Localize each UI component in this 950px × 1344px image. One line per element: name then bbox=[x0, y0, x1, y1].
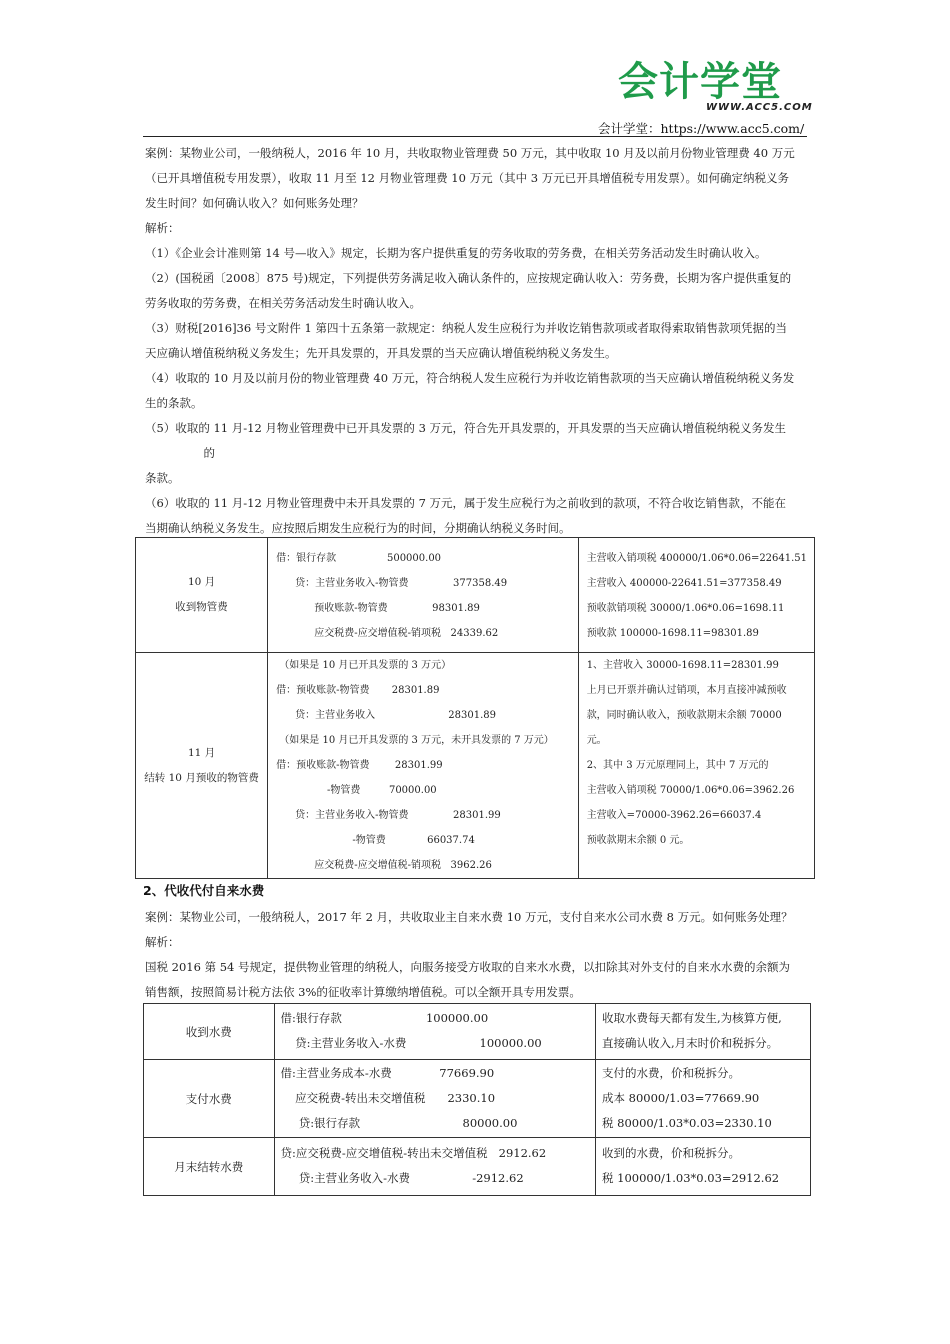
note-line: 预收款销项税 30000/1.06*0.06=1698.11 bbox=[586, 603, 785, 614]
table-row bbox=[144, 1138, 811, 1196]
note-line: 主营收入销项税 400000/1.06*0.06=22641.51 bbox=[586, 553, 808, 564]
entry-line: 应交税费-转出未交增值税 2330.10 bbox=[280, 1091, 496, 1105]
note-cell bbox=[578, 653, 814, 879]
note-cell bbox=[596, 1004, 811, 1060]
entry-line: （如果是 10 月已开具发票的 3 万元，未开具发票的 7 万元） bbox=[276, 735, 554, 746]
note-cell bbox=[578, 538, 814, 653]
table-row bbox=[136, 653, 815, 879]
section-heading: 2、代收代付自来水费 bbox=[143, 883, 265, 898]
paragraph-line: 解析： bbox=[145, 935, 180, 949]
row-label: 支付水费 bbox=[144, 1060, 275, 1138]
note-line: 主营收入销项税 70000/1.06*0.06=3962.26 bbox=[586, 785, 795, 796]
note-line: 款，同时确认收入，预收款期末余额 70000 bbox=[586, 710, 782, 721]
paragraph-line: （6）收取的 11 月-12 月物业管理费中未开具发票的 7 万元，属于发生应税行为之前收到的款项，不符合收讫销售款，不能在 bbox=[145, 496, 787, 510]
entry-line: 贷:应交税费-应交增值税-转出未交增值税 2912.62 bbox=[280, 1146, 547, 1160]
note-line: 直接确认收入,月末时价和税拆分。 bbox=[602, 1036, 779, 1050]
note-line: 成本 80000/1.03=77669.90 bbox=[602, 1091, 760, 1105]
note-line: 2、其中 3 万元原理同上，其中 7 万元的 bbox=[586, 760, 769, 771]
journal-entry-cell bbox=[274, 1060, 595, 1138]
entry-line: 借:银行存款 100000.00 bbox=[280, 1011, 489, 1025]
paragraph-line: （2）(国税函〔2008〕875 号)规定，下列提供劳务满足收入确认条件的，应按规定确认收入：劳务费，长期为客户提供重复的 bbox=[145, 271, 792, 285]
entry-line: 贷：主营业务收入-物管费 28301.99 bbox=[276, 810, 501, 821]
note-line: 支付的水费，价和税拆分。 bbox=[602, 1066, 740, 1080]
entry-line: 借：预收账款-物管费 28301.99 bbox=[276, 760, 443, 771]
entry-line: -物管费 66037.74 bbox=[276, 835, 475, 846]
header-divider bbox=[143, 136, 807, 137]
paragraph-line: 解析： bbox=[145, 221, 180, 235]
paragraph-line: 销售额，按照简易计税方法依 3%的征收率计算缴纳增值税。可以全额开具专用发票。 bbox=[145, 985, 581, 999]
note-cell bbox=[596, 1060, 811, 1138]
note-line: 1、主营收入 30000-1698.11=28301.99 bbox=[586, 660, 779, 671]
paragraph-line: 发生时间？如何确认收入？如何账务处理？ bbox=[145, 196, 364, 210]
logo-text: 会计学堂 bbox=[618, 59, 782, 105]
paragraph-line: 生的条款。 bbox=[145, 396, 203, 410]
property-fee-entries-table bbox=[135, 537, 815, 879]
entry-line: 借：银行存款 500000.00 bbox=[276, 553, 442, 564]
water-fee-analysis bbox=[145, 905, 813, 1005]
note-line: 上月已开票并确认过销项，本月直接冲减预收 bbox=[586, 685, 787, 696]
entry-line: 借:主营业务成本-水费 77669.90 bbox=[280, 1066, 495, 1080]
note-line: 收取水费每天都有发生,为核算方便, bbox=[602, 1011, 782, 1025]
entry-line: 贷：主营业务收入 28301.89 bbox=[276, 710, 497, 721]
entry-line: 预收账款-物管费 98301.89 bbox=[276, 603, 480, 614]
paragraph-line: 条款。 bbox=[145, 471, 180, 485]
row-label-cell bbox=[136, 538, 268, 653]
row-label: 11 月 bbox=[187, 746, 216, 759]
row-label: 收到物管费 bbox=[175, 601, 228, 613]
paragraph-line: 天应确认增值税纳税义务发生；先开具发票的，开具发票的当天应确认增值税纳税义务发生。 bbox=[145, 346, 617, 360]
paragraph-line: 劳务收取的劳务费，在相关劳务活动发生时确认收入。 bbox=[145, 296, 421, 310]
paragraph-line: 国税 2016 第 54 号规定，提供物业管理的纳税人，向服务接受方收取的自来水水费，以扣除其对外支付的自来水水费的余额为 bbox=[145, 960, 791, 974]
row-label: 10 月 bbox=[187, 576, 216, 588]
paragraph-line: （3）财税[2016]36 号文附件 1 第四十五条第一款规定：纳税人发生应税行为并收讫销售款项或者取得索取销售款项凭据的当 bbox=[145, 321, 787, 335]
water-fee-entries-table bbox=[143, 1003, 811, 1196]
note-line: 税 100000/1.03*0.03=2912.62 bbox=[602, 1171, 780, 1185]
journal-entry-cell bbox=[274, 1138, 595, 1196]
note-line: 预收款期末余额 0 元。 bbox=[586, 835, 690, 846]
table-row bbox=[144, 1004, 811, 1060]
note-line: 主营收入=70000-3962.26=66037.4 bbox=[586, 810, 762, 821]
entry-line: 贷:银行存款 80000.00 bbox=[280, 1116, 518, 1130]
entry-line: -物管费 70000.00 bbox=[276, 785, 437, 796]
paragraph-line: 案例：某物业公司，一般纳税人，2016 年 10 月，共收取物业管理费 50 万元，其中收取 10 月及以前月份物业管理费 40 万元 bbox=[145, 146, 795, 160]
paragraph-line: 当期确认纳税义务发生。应按照后期发生应税行为的时间，分期确认纳税义务时间。 bbox=[145, 521, 571, 535]
entry-line: 应交税费-应交增值税-销项税 3962.26 bbox=[276, 860, 492, 871]
row-label: 收到水费 bbox=[144, 1004, 275, 1060]
note-line: 主营收入 400000-22641.51=377358.49 bbox=[586, 578, 782, 589]
note-line: 税 80000/1.03*0.03=2330.10 bbox=[602, 1116, 772, 1130]
entry-line: 贷:主营业务收入-水费 100000.00 bbox=[280, 1036, 542, 1050]
note-cell bbox=[596, 1138, 811, 1196]
entry-line: 借：预收账款-物管费 28301.89 bbox=[276, 685, 440, 696]
journal-entry-cell bbox=[268, 538, 579, 653]
journal-entry-cell bbox=[274, 1004, 595, 1060]
row-label: 月末结转水费 bbox=[144, 1138, 275, 1196]
row-label: 结转 10 月预收的物管费 bbox=[144, 771, 259, 784]
note-line: 元。 bbox=[586, 735, 607, 746]
row-label-cell bbox=[136, 653, 268, 879]
entry-line: 贷:主营业务收入-水费 -2912.62 bbox=[280, 1171, 524, 1185]
table-row bbox=[136, 538, 815, 653]
table-row bbox=[144, 1060, 811, 1138]
paragraph-line: （4）收取的 10 月及以前月份的物业管理费 40 万元，符合纳税人发生应税行为并收讫销售款项的当天应确认增值税纳税义务发 bbox=[145, 371, 795, 385]
paragraph-line: （1）《企业会计准则第 14 号—收入》规定，长期为客户提供重复的劳务收取的劳务费，在相关劳务活动发生时确认收入。 bbox=[145, 246, 767, 260]
paragraph-line: 的 bbox=[145, 446, 215, 460]
entry-line: 贷：主营业务收入-物管费 377358.49 bbox=[276, 578, 508, 589]
note-line: 预收款 100000-1698.11=98301.89 bbox=[586, 628, 759, 639]
paragraph-line: 案例：某物业公司，一般纳税人，2017 年 2 月，共收取业主自来水费 10 万元，支付自来水公司水费 8 万元。如何账务处理？ bbox=[145, 910, 793, 924]
paragraph-line: （5）收取的 11 月-12 月物业管理费中已开具发票的 3 万元，符合先开具发票的，开具发票的当天应确认增值税纳税义务发生 bbox=[145, 421, 787, 435]
paragraph-line: （已开具增值税专用发票），收取 11 月至 12 月物业管理费 10 万元（其中 3 万元已开具增值税专用发票）。如何确定纳税义务 bbox=[145, 171, 789, 185]
entry-line: （如果是 10 月已开具发票的 3 万元） bbox=[276, 660, 452, 671]
note-line: 收到的水费，价和税拆分。 bbox=[602, 1146, 740, 1160]
site-label: 会计学堂：https://www.acc5.com/ bbox=[598, 121, 805, 136]
site-logo bbox=[618, 59, 813, 122]
case-analysis bbox=[145, 141, 813, 541]
logo-url: WWW.ACC5.COM bbox=[706, 102, 813, 113]
entry-line: 应交税费-应交增值税-销项税 24339.62 bbox=[276, 628, 499, 639]
journal-entry-cell bbox=[268, 653, 579, 879]
